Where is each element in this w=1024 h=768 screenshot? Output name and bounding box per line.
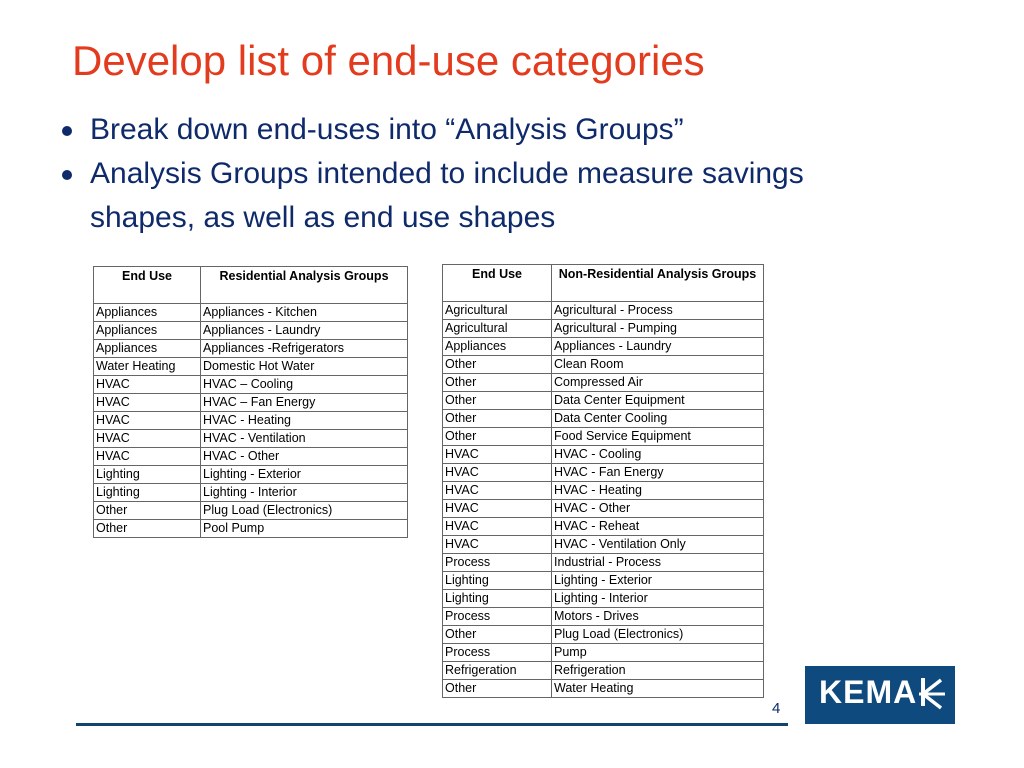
analysis-group-cell: Appliances - Laundry — [201, 322, 408, 340]
analysis-group-cell: HVAC - Ventilation — [201, 430, 408, 448]
table-row — [443, 446, 764, 464]
end-use-cell: Appliances — [94, 322, 201, 340]
end-use-cell: Process — [443, 644, 552, 662]
end-use-cell: Lighting — [443, 572, 552, 590]
table-row — [443, 536, 764, 554]
bullet-text: Analysis Groups intended to include measure savings shapes, as well as end use shapes — [90, 157, 804, 234]
table-row — [443, 392, 764, 410]
table-row — [443, 464, 764, 482]
table-row — [443, 320, 764, 338]
slide-title: Develop list of end-use categories — [72, 37, 705, 84]
analysis-group-cell: Data Center Equipment — [552, 392, 764, 410]
footer-divider — [76, 723, 788, 726]
table-row — [443, 338, 764, 356]
table-row — [443, 374, 764, 392]
end-use-cell: Lighting — [443, 590, 552, 608]
analysis-group-cell: Agricultural - Pumping — [552, 320, 764, 338]
column-header-analysis-groups: Residential Analysis Groups — [201, 267, 408, 304]
analysis-group-cell: Compressed Air — [552, 374, 764, 392]
table-row — [94, 358, 408, 376]
table-row — [94, 322, 408, 340]
kema-logo — [805, 666, 955, 724]
table-row — [443, 302, 764, 320]
analysis-group-cell: HVAC - Fan Energy — [552, 464, 764, 482]
end-use-cell: HVAC — [443, 500, 552, 518]
end-use-cell: Other — [443, 410, 552, 428]
table-row — [443, 518, 764, 536]
analysis-group-cell: Domestic Hot Water — [201, 358, 408, 376]
end-use-cell: HVAC — [443, 518, 552, 536]
end-use-cell: HVAC — [94, 430, 201, 448]
end-use-cell: Lighting — [94, 484, 201, 502]
analysis-group-cell: Clean Room — [552, 356, 764, 374]
table-row — [94, 484, 408, 502]
end-use-cell: HVAC — [443, 536, 552, 554]
analysis-group-cell: HVAC - Other — [201, 448, 408, 466]
table-header-row — [443, 265, 764, 302]
end-use-cell: HVAC — [94, 448, 201, 466]
end-use-cell: HVAC — [94, 412, 201, 430]
analysis-group-cell: Refrigeration — [552, 662, 764, 680]
table-row — [443, 410, 764, 428]
end-use-cell: Water Heating — [94, 358, 201, 376]
table-row — [94, 394, 408, 412]
end-use-cell: HVAC — [443, 464, 552, 482]
table-row — [443, 644, 764, 662]
end-use-cell: Appliances — [94, 340, 201, 358]
end-use-cell: Refrigeration — [443, 662, 552, 680]
analysis-group-cell: Plug Load (Electronics) — [201, 502, 408, 520]
table-row — [443, 554, 764, 572]
table-row — [94, 412, 408, 430]
analysis-group-cell: Appliances -Refrigerators — [201, 340, 408, 358]
analysis-group-cell: Motors - Drives — [552, 608, 764, 626]
end-use-cell: HVAC — [94, 376, 201, 394]
end-use-cell: Other — [94, 502, 201, 520]
table-row — [94, 502, 408, 520]
analysis-group-cell: HVAC - Other — [552, 500, 764, 518]
analysis-group-cell: HVAC - Cooling — [552, 446, 764, 464]
table-row — [94, 430, 408, 448]
analysis-group-cell: Lighting - Interior — [201, 484, 408, 502]
end-use-cell: HVAC — [443, 446, 552, 464]
end-use-cell: Agricultural — [443, 320, 552, 338]
kema-mark-icon — [917, 676, 947, 712]
bullet-dot-icon — [62, 126, 72, 136]
logo-wordmark: KEMA — [819, 674, 918, 710]
analysis-group-cell: HVAC - Heating — [201, 412, 408, 430]
bullet-list — [58, 108, 878, 240]
page-number: 4 — [772, 700, 781, 717]
nonresidential-table-body — [443, 302, 764, 698]
end-use-cell: HVAC — [94, 394, 201, 412]
analysis-group-cell: Lighting - Exterior — [552, 572, 764, 590]
column-header-end-use: End Use — [443, 265, 552, 302]
bullet-item — [58, 152, 878, 240]
end-use-cell: Other — [443, 356, 552, 374]
end-use-cell: Appliances — [443, 338, 552, 356]
analysis-group-cell: Pool Pump — [201, 520, 408, 538]
end-use-cell: Other — [443, 680, 552, 698]
analysis-group-cell: Lighting - Interior — [552, 590, 764, 608]
end-use-cell: Other — [443, 392, 552, 410]
analysis-group-cell: HVAC – Cooling — [201, 376, 408, 394]
table-row — [443, 428, 764, 446]
end-use-cell: Other — [443, 374, 552, 392]
table-row — [443, 680, 764, 698]
table-row — [94, 520, 408, 538]
analysis-group-cell: HVAC - Ventilation Only — [552, 536, 764, 554]
end-use-cell: Other — [94, 520, 201, 538]
end-use-cell: Lighting — [94, 466, 201, 484]
analysis-group-cell: Pump — [552, 644, 764, 662]
bullet-dot-icon — [62, 170, 72, 180]
table-row — [94, 448, 408, 466]
analysis-group-cell: Food Service Equipment — [552, 428, 764, 446]
end-use-cell: Appliances — [94, 304, 201, 322]
table-row — [443, 590, 764, 608]
bullet-text: Break down end-uses into “Analysis Groups” — [90, 113, 684, 146]
analysis-group-cell: Water Heating — [552, 680, 764, 698]
analysis-group-cell: Data Center Cooling — [552, 410, 764, 428]
residential-analysis-groups-table — [93, 266, 408, 538]
end-use-cell: Agricultural — [443, 302, 552, 320]
table-row — [94, 304, 408, 322]
analysis-group-cell: Appliances - Laundry — [552, 338, 764, 356]
table-row — [443, 500, 764, 518]
residential-table-body — [94, 304, 408, 538]
table-row — [443, 482, 764, 500]
table-header-row — [94, 267, 408, 304]
table-row — [94, 376, 408, 394]
table-row — [443, 572, 764, 590]
analysis-group-cell: HVAC - Heating — [552, 482, 764, 500]
analysis-group-cell: HVAC - Reheat — [552, 518, 764, 536]
analysis-group-cell: Industrial - Process — [552, 554, 764, 572]
end-use-cell: Other — [443, 626, 552, 644]
table-row — [443, 608, 764, 626]
end-use-cell: Process — [443, 554, 552, 572]
column-header-end-use: End Use — [94, 267, 201, 304]
analysis-group-cell: HVAC – Fan Energy — [201, 394, 408, 412]
bullet-item — [58, 108, 878, 152]
table-row — [94, 466, 408, 484]
table-row — [443, 356, 764, 374]
table-row — [94, 340, 408, 358]
analysis-group-cell: Appliances - Kitchen — [201, 304, 408, 322]
column-header-analysis-groups: Non-Residential Analysis Groups — [552, 265, 764, 302]
end-use-cell: Process — [443, 608, 552, 626]
end-use-cell: HVAC — [443, 482, 552, 500]
table-row — [443, 662, 764, 680]
table-row — [443, 626, 764, 644]
analysis-group-cell: Lighting - Exterior — [201, 466, 408, 484]
analysis-group-cell: Agricultural - Process — [552, 302, 764, 320]
nonresidential-analysis-groups-table — [442, 264, 764, 698]
end-use-cell: Other — [443, 428, 552, 446]
analysis-group-cell: Plug Load (Electronics) — [552, 626, 764, 644]
